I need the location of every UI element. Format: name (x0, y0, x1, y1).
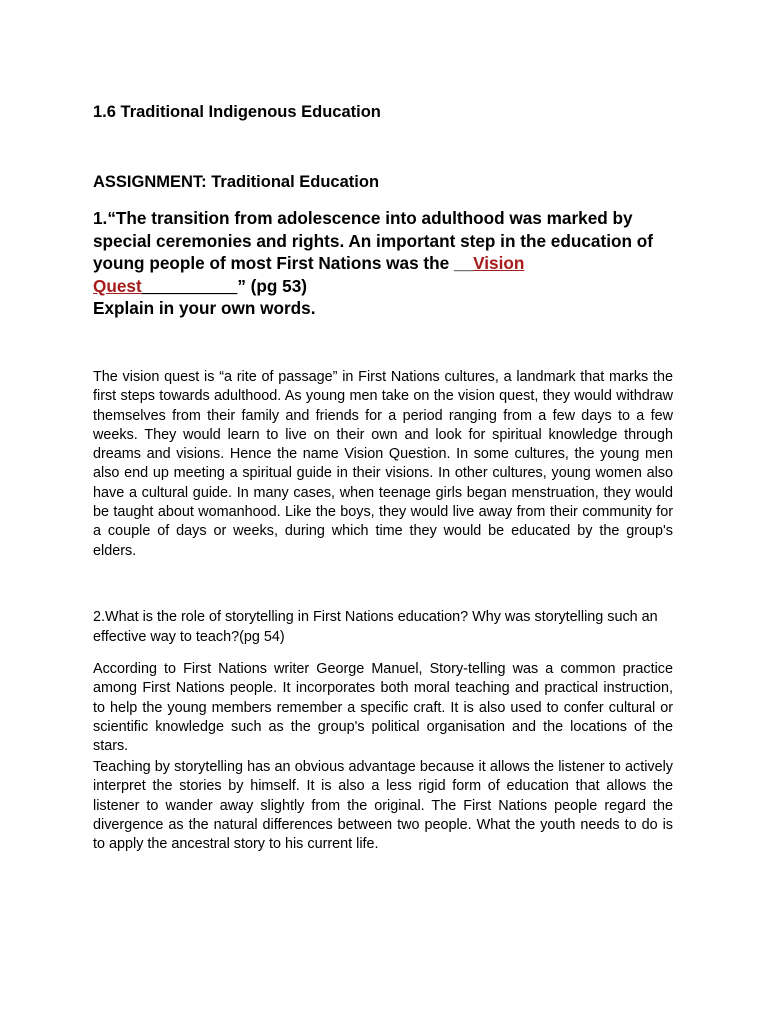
assignment-title: ASSIGNMENT: Traditional Education (93, 173, 380, 191)
question-2: 2.What is the role of storytelling in First Nations education? Why was storytelling such an effective way to teach?(pg 54) (93, 609, 658, 645)
answer-2-paragraph-2: Teaching by storytelling has an obvious advantage because it allows the listener to actively interpret the stories by himself. It is also a less rigid form of education that allows the listener to wander away slightly from the original. The First Nations people regard the divergence as the natural differences between two people. What the youth needs to do is to apply the ancestral story to his current life. (93, 759, 673, 853)
question-1 (93, 207, 673, 320)
answer-1-paragraph: The vision quest is “a rite of passage” in First Nations cultures, a landmark that marks the first steps towards adulthood. As young men take on the vision quest, they would withdraw themselves from their family and friends for a period ranging from a few days to a few weeks. They would learn to live on their own and look for spiritual knowledge through dreams and visions. Hence the name Vision Question. In some cultures, the young men also end up meeting a spiritual guide in their visions. In other cultures, young women also have a cultural guide. In many cases, when teenage girls began menstruation, they would be taught about womanhood. Like the boys, they would live away from their community for a couple of days or weeks, during which time they would be educated by the group's elders. (93, 369, 673, 559)
section-title: 1.6 Traditional Indigenous Education (93, 103, 381, 121)
question-1-answer: Vision Quest (93, 253, 525, 296)
question-1-instruction: Explain in your own words. (93, 298, 316, 318)
answer-2-paragraph-1: According to First Nations writer George Manuel, Story-telling was a common practice among First Nations people. It incorporates both moral teaching and practical instruction, to help the young members remember a specific craft. It is also used to confer cultural or scientific knowledge such as the group's political organisation and the locations of the stars. (93, 661, 673, 755)
question-1-blank: __________ (141, 275, 238, 296)
question-1-page-ref: ” (pg 53) (237, 275, 308, 296)
question-1-text: 1.“The transition from adolescence into adulthood was marked by special ceremonies and rights. An important step in the education of young people of most First Nations was the __ (93, 208, 653, 273)
